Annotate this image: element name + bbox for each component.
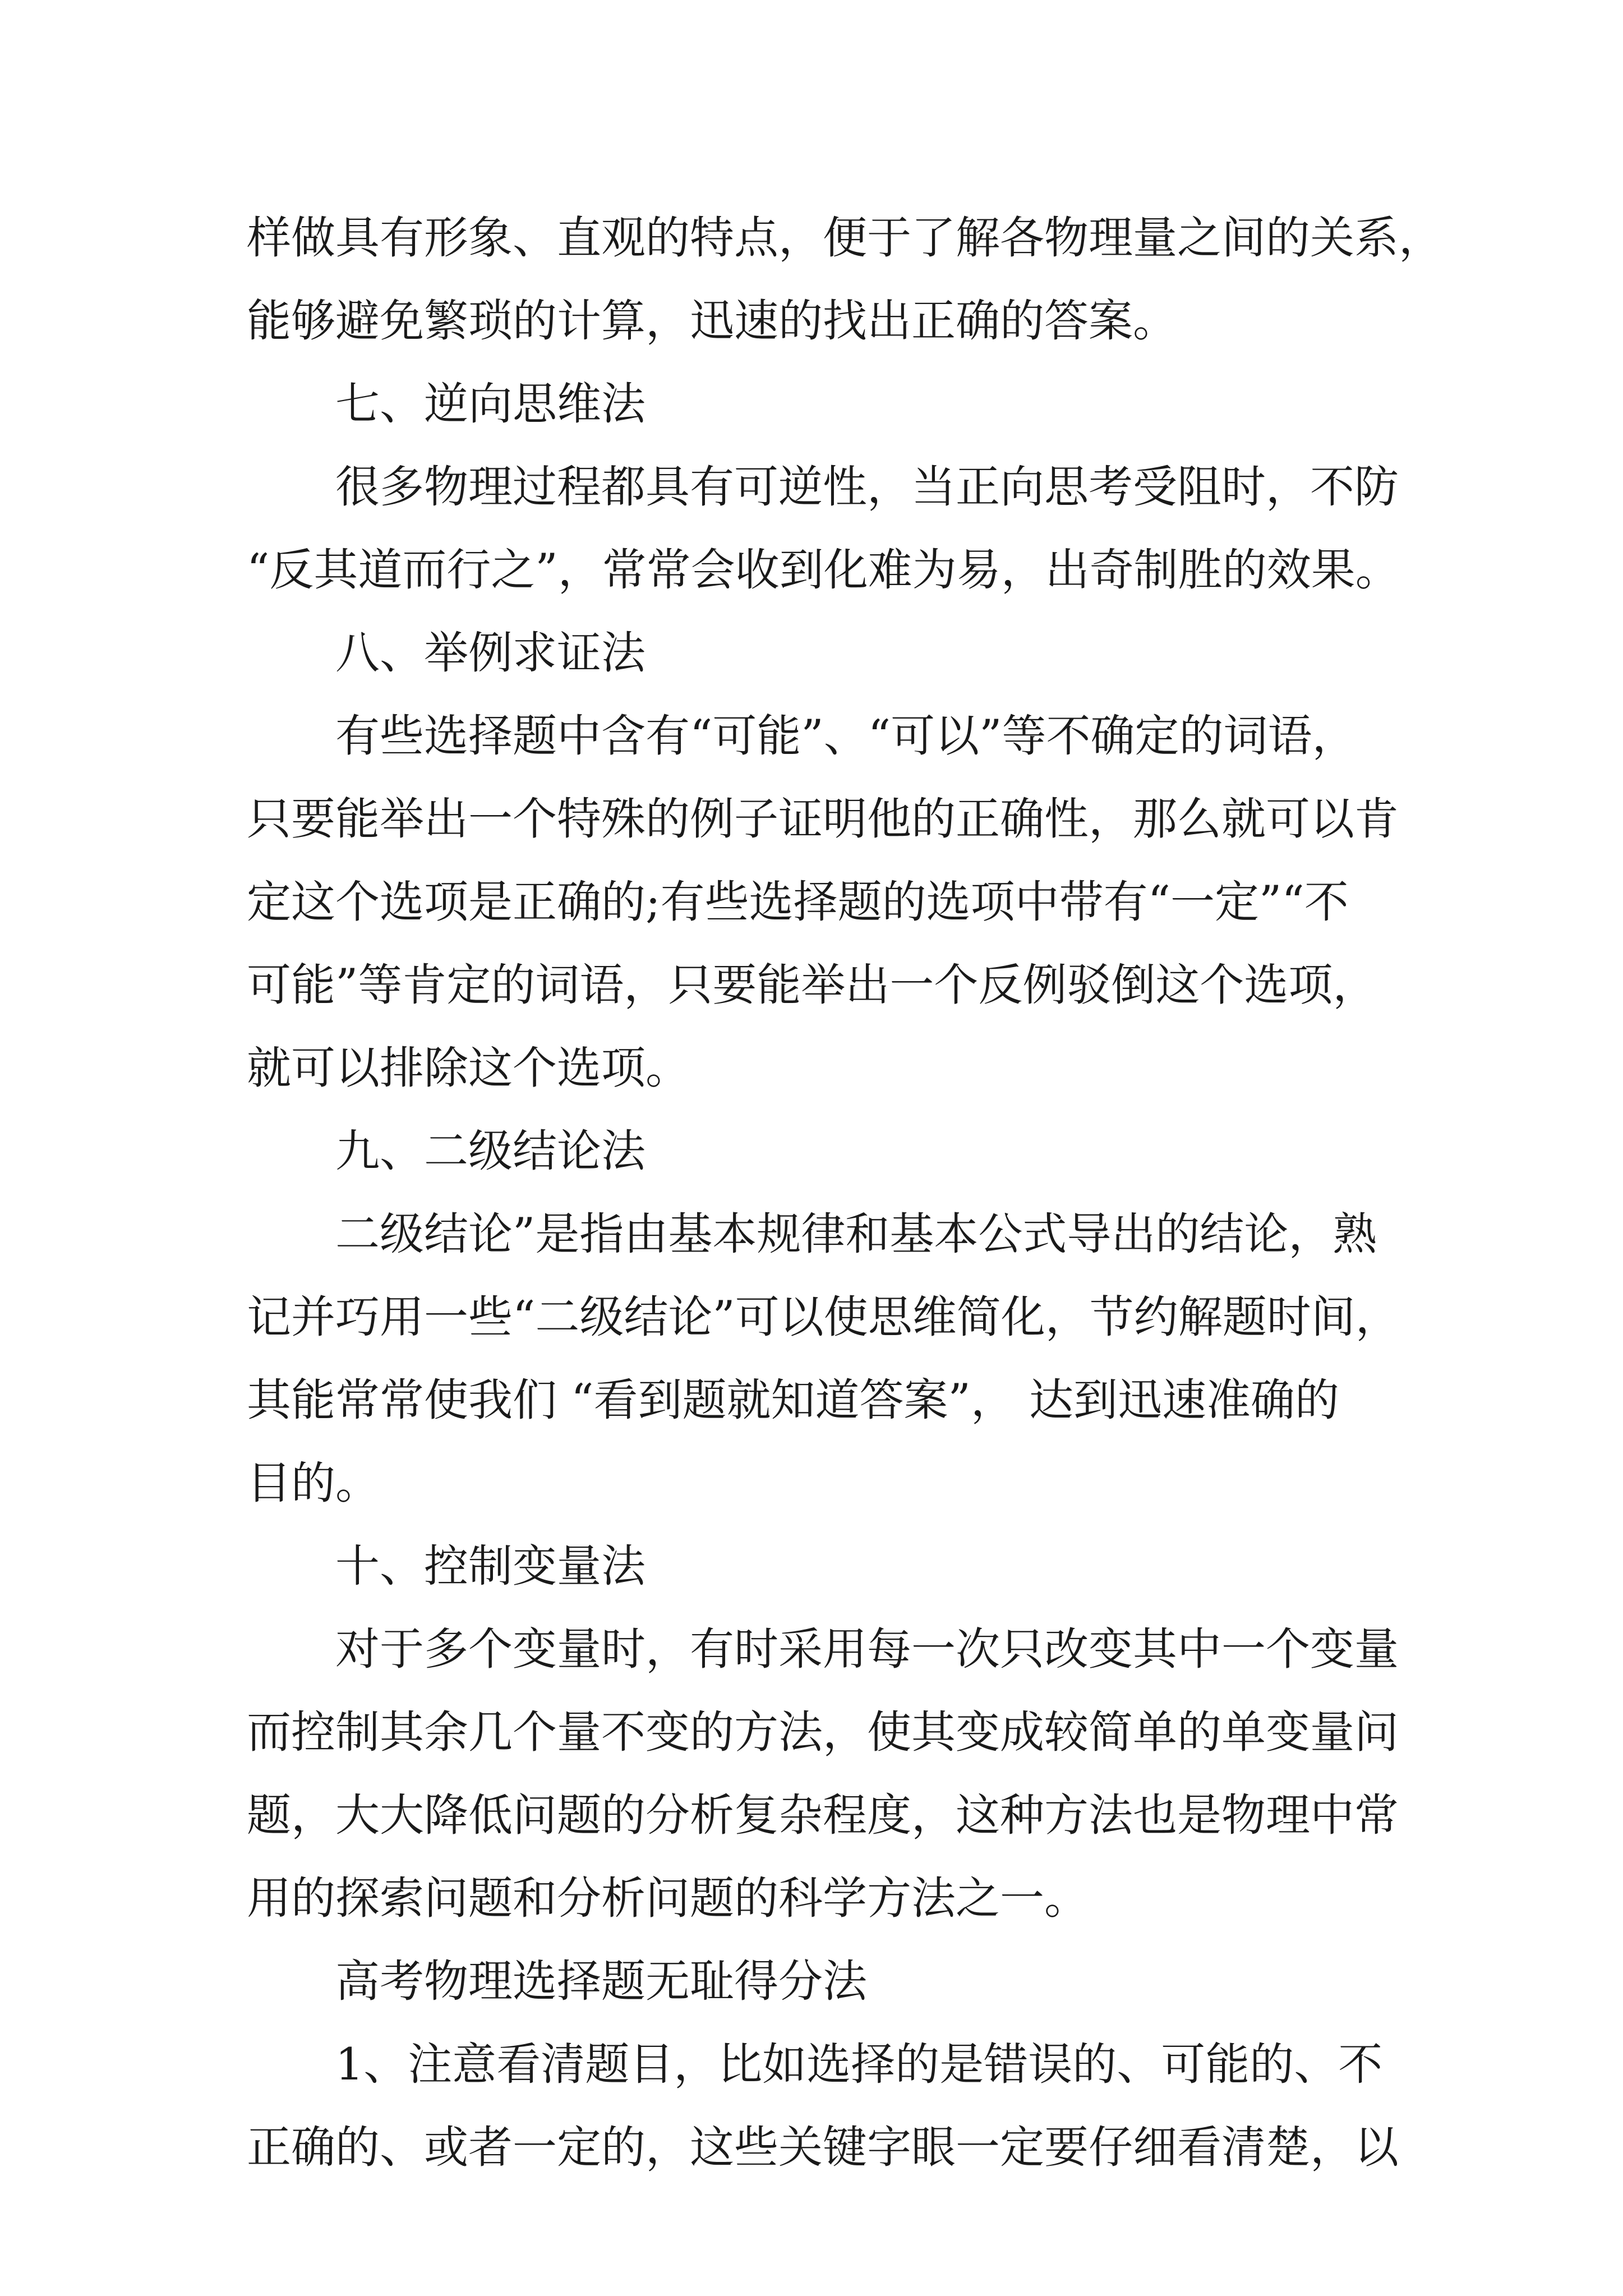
text-line: 只要能举出一个特殊的例子证明他的正确性，那么就可以肯 — [247, 793, 1399, 845]
text-line: 二级结论”是指由基本规律和基本公式导出的结论，熟 — [335, 1208, 1377, 1260]
text-line: 正确的、或者一定的，这些关键字眼一定要仔细看清楚，以 — [247, 2122, 1399, 2173]
section-heading: 高考物理选择题无耻得分法 — [335, 1955, 867, 2007]
document-body — [247, 196, 1443, 2189]
text-line: 能够避免繁琐的计算，迅速的找出正确的答案。 — [247, 295, 1177, 347]
text-line: 很多物理过程都具有可逆性，当正向思考受阻时，不防 — [335, 461, 1399, 513]
text-line: 记并巧用一些“二级结论”可以使思维简化，节约解题时间， — [247, 1291, 1400, 1343]
text-line: 对于多个变量时，有时采用每一次只改变其中一个变量 — [335, 1623, 1399, 1675]
section-heading: 八、举例求证法 — [335, 627, 645, 679]
text-line: 可能”等肯定的词语，只要能举出一个反例驳倒这个选项， — [247, 959, 1377, 1011]
text-line: 目的。 — [247, 1457, 380, 1509]
section-heading: 十、控制变量法 — [335, 1540, 645, 1592]
text-line: 有些选择题中含有“可能”、“可以”等不确定的词语， — [335, 710, 1357, 762]
section-heading: 七、逆向思维法 — [335, 378, 645, 430]
text-line: “反其道而行之”，常常会收到化难为易，出奇制胜的效果。 — [247, 544, 1400, 596]
text-line: 用的探索问题和分析问题的科学方法之一。 — [247, 1872, 1089, 1924]
text-line: 而控制其余几个量不变的方法，使其变成较简单的单变量问 — [247, 1706, 1399, 1758]
text-line: 定这个选项是正确的;有些选择题的选项中带有“一定”“不 — [247, 876, 1349, 928]
text-line: 题，大大降低问题的分析复杂程度，这种方法也是物理中常 — [247, 1789, 1399, 1841]
section-heading: 九、二级结论法 — [335, 1125, 645, 1177]
text-line: 就可以排除这个选项。 — [247, 1042, 690, 1094]
text-line: 样做具有形象、直观的特点，便于了解各物理量之间的关系， — [247, 212, 1443, 264]
text-line: 1、注意看清题目，比如选择的是错误的、可能的、不 — [335, 2039, 1383, 2090]
text-line: 其能常常使我们 “看到题就知道答案”， 达到迅速准确的 — [247, 1374, 1339, 1426]
